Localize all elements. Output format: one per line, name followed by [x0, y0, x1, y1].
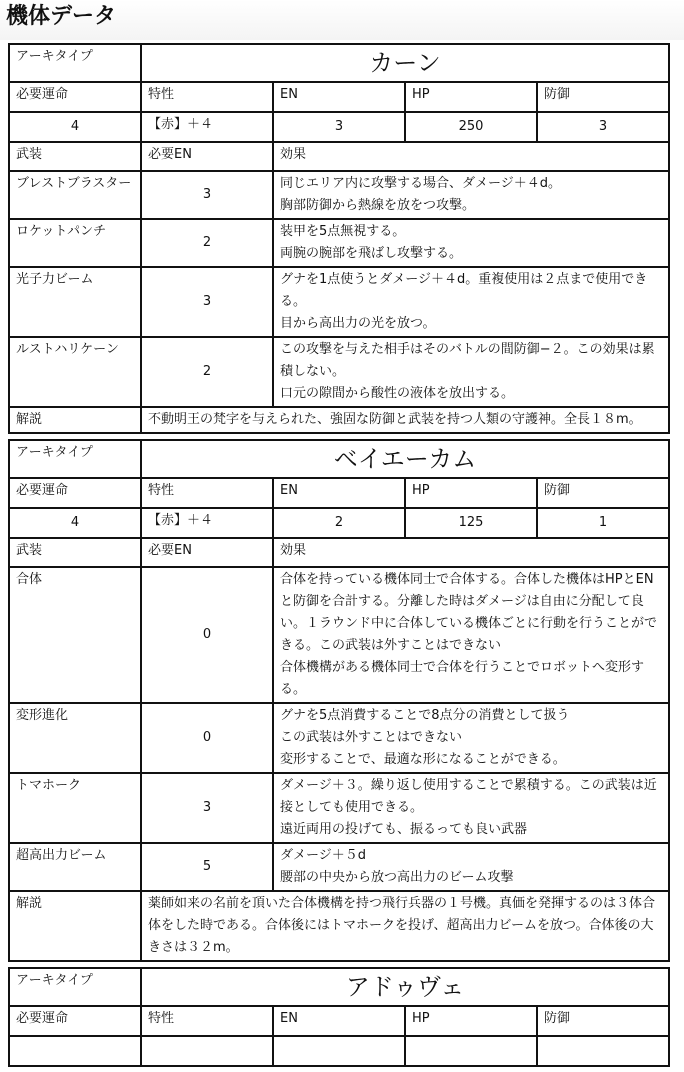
- effect-label: 効果: [273, 142, 669, 171]
- description-label: 解説: [9, 407, 141, 433]
- weapon-effect: この攻撃を与えた相手はそのバトルの間防御−２。この効果は累積しない。 口元の隙間から酸性の液体を放出する。: [273, 337, 669, 407]
- en-value: 3: [273, 112, 405, 142]
- archetype-row: [9, 44, 669, 82]
- trait-label: 特性: [141, 478, 273, 508]
- weapon-en: 5: [141, 843, 273, 891]
- description-text: 薬師如来の名前を頂いた合体機構を持つ飛行兵器の１号機。真価を発揮するのは３体合体をした時である。合体後にはトマホークを投げ、超高出力ビームを放つ。合体後の大きさは３２m。: [141, 891, 669, 961]
- unit-name: カーン: [141, 44, 669, 82]
- trait-value: 【赤】＋４: [141, 508, 273, 538]
- weapon-row: [9, 337, 669, 407]
- unit-name: アドゥヴェ: [141, 968, 669, 1006]
- stat-header-row: [9, 82, 669, 112]
- stat-cell: [9, 1036, 141, 1066]
- weapon-name: ルストハリケーン: [9, 337, 141, 407]
- req-en-label: 必要EN: [141, 538, 273, 567]
- weapon-row: [9, 267, 669, 337]
- weapon-effect: ダメージ＋３。繰り返し使用することで累積する。この武装は近接としても使用できる。 遠近両用の投げても、振るっても良い武器: [273, 773, 669, 843]
- weapon-en: 3: [141, 267, 273, 337]
- weapon-name: 光子力ビーム: [9, 267, 141, 337]
- weapon-name: 合体: [9, 567, 141, 703]
- weapon-label: 武装: [9, 538, 141, 567]
- stat-value-row: [9, 1036, 669, 1066]
- archetype-row: [9, 440, 669, 478]
- stat-value-row: [9, 508, 669, 538]
- weapon-name: 変形進化: [9, 703, 141, 773]
- weapon-row: [9, 171, 669, 219]
- weapon-effect: 同じエリア内に攻撃する場合、ダメージ＋４d。 胸部防御から熱線を放をつ攻撃。: [273, 171, 669, 219]
- weapon-en: 0: [141, 567, 273, 703]
- archetype-label: アーキタイプ: [9, 968, 141, 1006]
- weapon-row: [9, 773, 669, 843]
- fate-value: 4: [9, 508, 141, 538]
- weapon-effect: グナを5点消費することで8点分の消費として扱う この武装は外すことはできない 変形することで、最適な形になることができる。: [273, 703, 669, 773]
- fate-label: 必要運命: [9, 478, 141, 508]
- weapon-row: [9, 219, 669, 267]
- defense-label: 防御: [537, 82, 669, 112]
- weapon-effect: 合体を持っている機体同士で合体する。合体した機体はHPとENと防御を合計する。分離した時はダメージは自由に分配して良い。１ラウンド中に合体している機体ごとに行動を行うことができる。この武装は外すことはできない 合体機構がある機体同士で合体を行うことでロボットへ変形する。: [273, 567, 669, 703]
- page-title: 機体データ: [6, 4, 117, 29]
- weapon-en: 2: [141, 219, 273, 267]
- hp-label: HP: [405, 478, 537, 508]
- weapon-row: [9, 703, 669, 773]
- effect-label: 効果: [273, 538, 669, 567]
- fate-label: 必要運命: [9, 82, 141, 112]
- stat-value-row: [9, 112, 669, 142]
- stat-header-row: [9, 478, 669, 508]
- description-text: 不動明王の梵字を与えられた、強固な防御と武装を持つ人類の守護神。全長１８m。: [141, 407, 669, 433]
- stat-cell: [273, 1036, 405, 1066]
- weapon-name: 超高出力ビーム: [9, 843, 141, 891]
- archetype-row: [9, 968, 669, 1006]
- defense-label: 防御: [537, 1006, 669, 1036]
- defense-value: 3: [537, 112, 669, 142]
- weapon-effect: ダメージ＋５d 腰部の中央から放つ高出力のビーム攻撃: [273, 843, 669, 891]
- en-label: EN: [273, 478, 405, 508]
- unit-table: [8, 439, 670, 962]
- hp-value: 250: [405, 112, 537, 142]
- req-en-label: 必要EN: [141, 142, 273, 171]
- en-label: EN: [273, 1006, 405, 1036]
- weapon-effect: 装甲を5点無視する。 両腕の腕部を飛ばし攻撃する。: [273, 219, 669, 267]
- unit-tables: [8, 43, 670, 1072]
- stat-cell: [405, 1036, 537, 1066]
- trait-value: 【赤】＋４: [141, 112, 273, 142]
- weapon-effect: グナを1点使うとダメージ＋４d。重複使用は２点まで使用できる。 目から高出力の光を放つ。: [273, 267, 669, 337]
- weapon-name: ブレストブラスター: [9, 171, 141, 219]
- trait-label: 特性: [141, 82, 273, 112]
- stat-cell: [537, 1036, 669, 1066]
- weapon-en: 0: [141, 703, 273, 773]
- weapon-en: 3: [141, 773, 273, 843]
- description-row: [9, 407, 669, 433]
- weapon-row: [9, 567, 669, 703]
- unit-table: [8, 43, 670, 434]
- description-label: 解説: [9, 891, 141, 961]
- weapon-name: トマホーク: [9, 773, 141, 843]
- weapon-header-row: [9, 142, 669, 171]
- archetype-label: アーキタイプ: [9, 44, 141, 82]
- unit-table: [8, 967, 670, 1067]
- en-value: 2: [273, 508, 405, 538]
- trait-label: 特性: [141, 1006, 273, 1036]
- defense-value: 1: [537, 508, 669, 538]
- unit-name: ベイエーカム: [141, 440, 669, 478]
- description-row: [9, 891, 669, 961]
- archetype-label: アーキタイプ: [9, 440, 141, 478]
- stat-cell: [141, 1036, 273, 1066]
- weapon-name: ロケットパンチ: [9, 219, 141, 267]
- weapon-header-row: [9, 538, 669, 567]
- defense-label: 防御: [537, 478, 669, 508]
- weapon-label: 武装: [9, 142, 141, 171]
- hp-value: 125: [405, 508, 537, 538]
- en-label: EN: [273, 82, 405, 112]
- fate-value: 4: [9, 112, 141, 142]
- hp-label: HP: [405, 1006, 537, 1036]
- weapon-en: 2: [141, 337, 273, 407]
- weapon-en: 3: [141, 171, 273, 219]
- stat-header-row: [9, 1006, 669, 1036]
- weapon-row: [9, 843, 669, 891]
- fate-label: 必要運命: [9, 1006, 141, 1036]
- hp-label: HP: [405, 82, 537, 112]
